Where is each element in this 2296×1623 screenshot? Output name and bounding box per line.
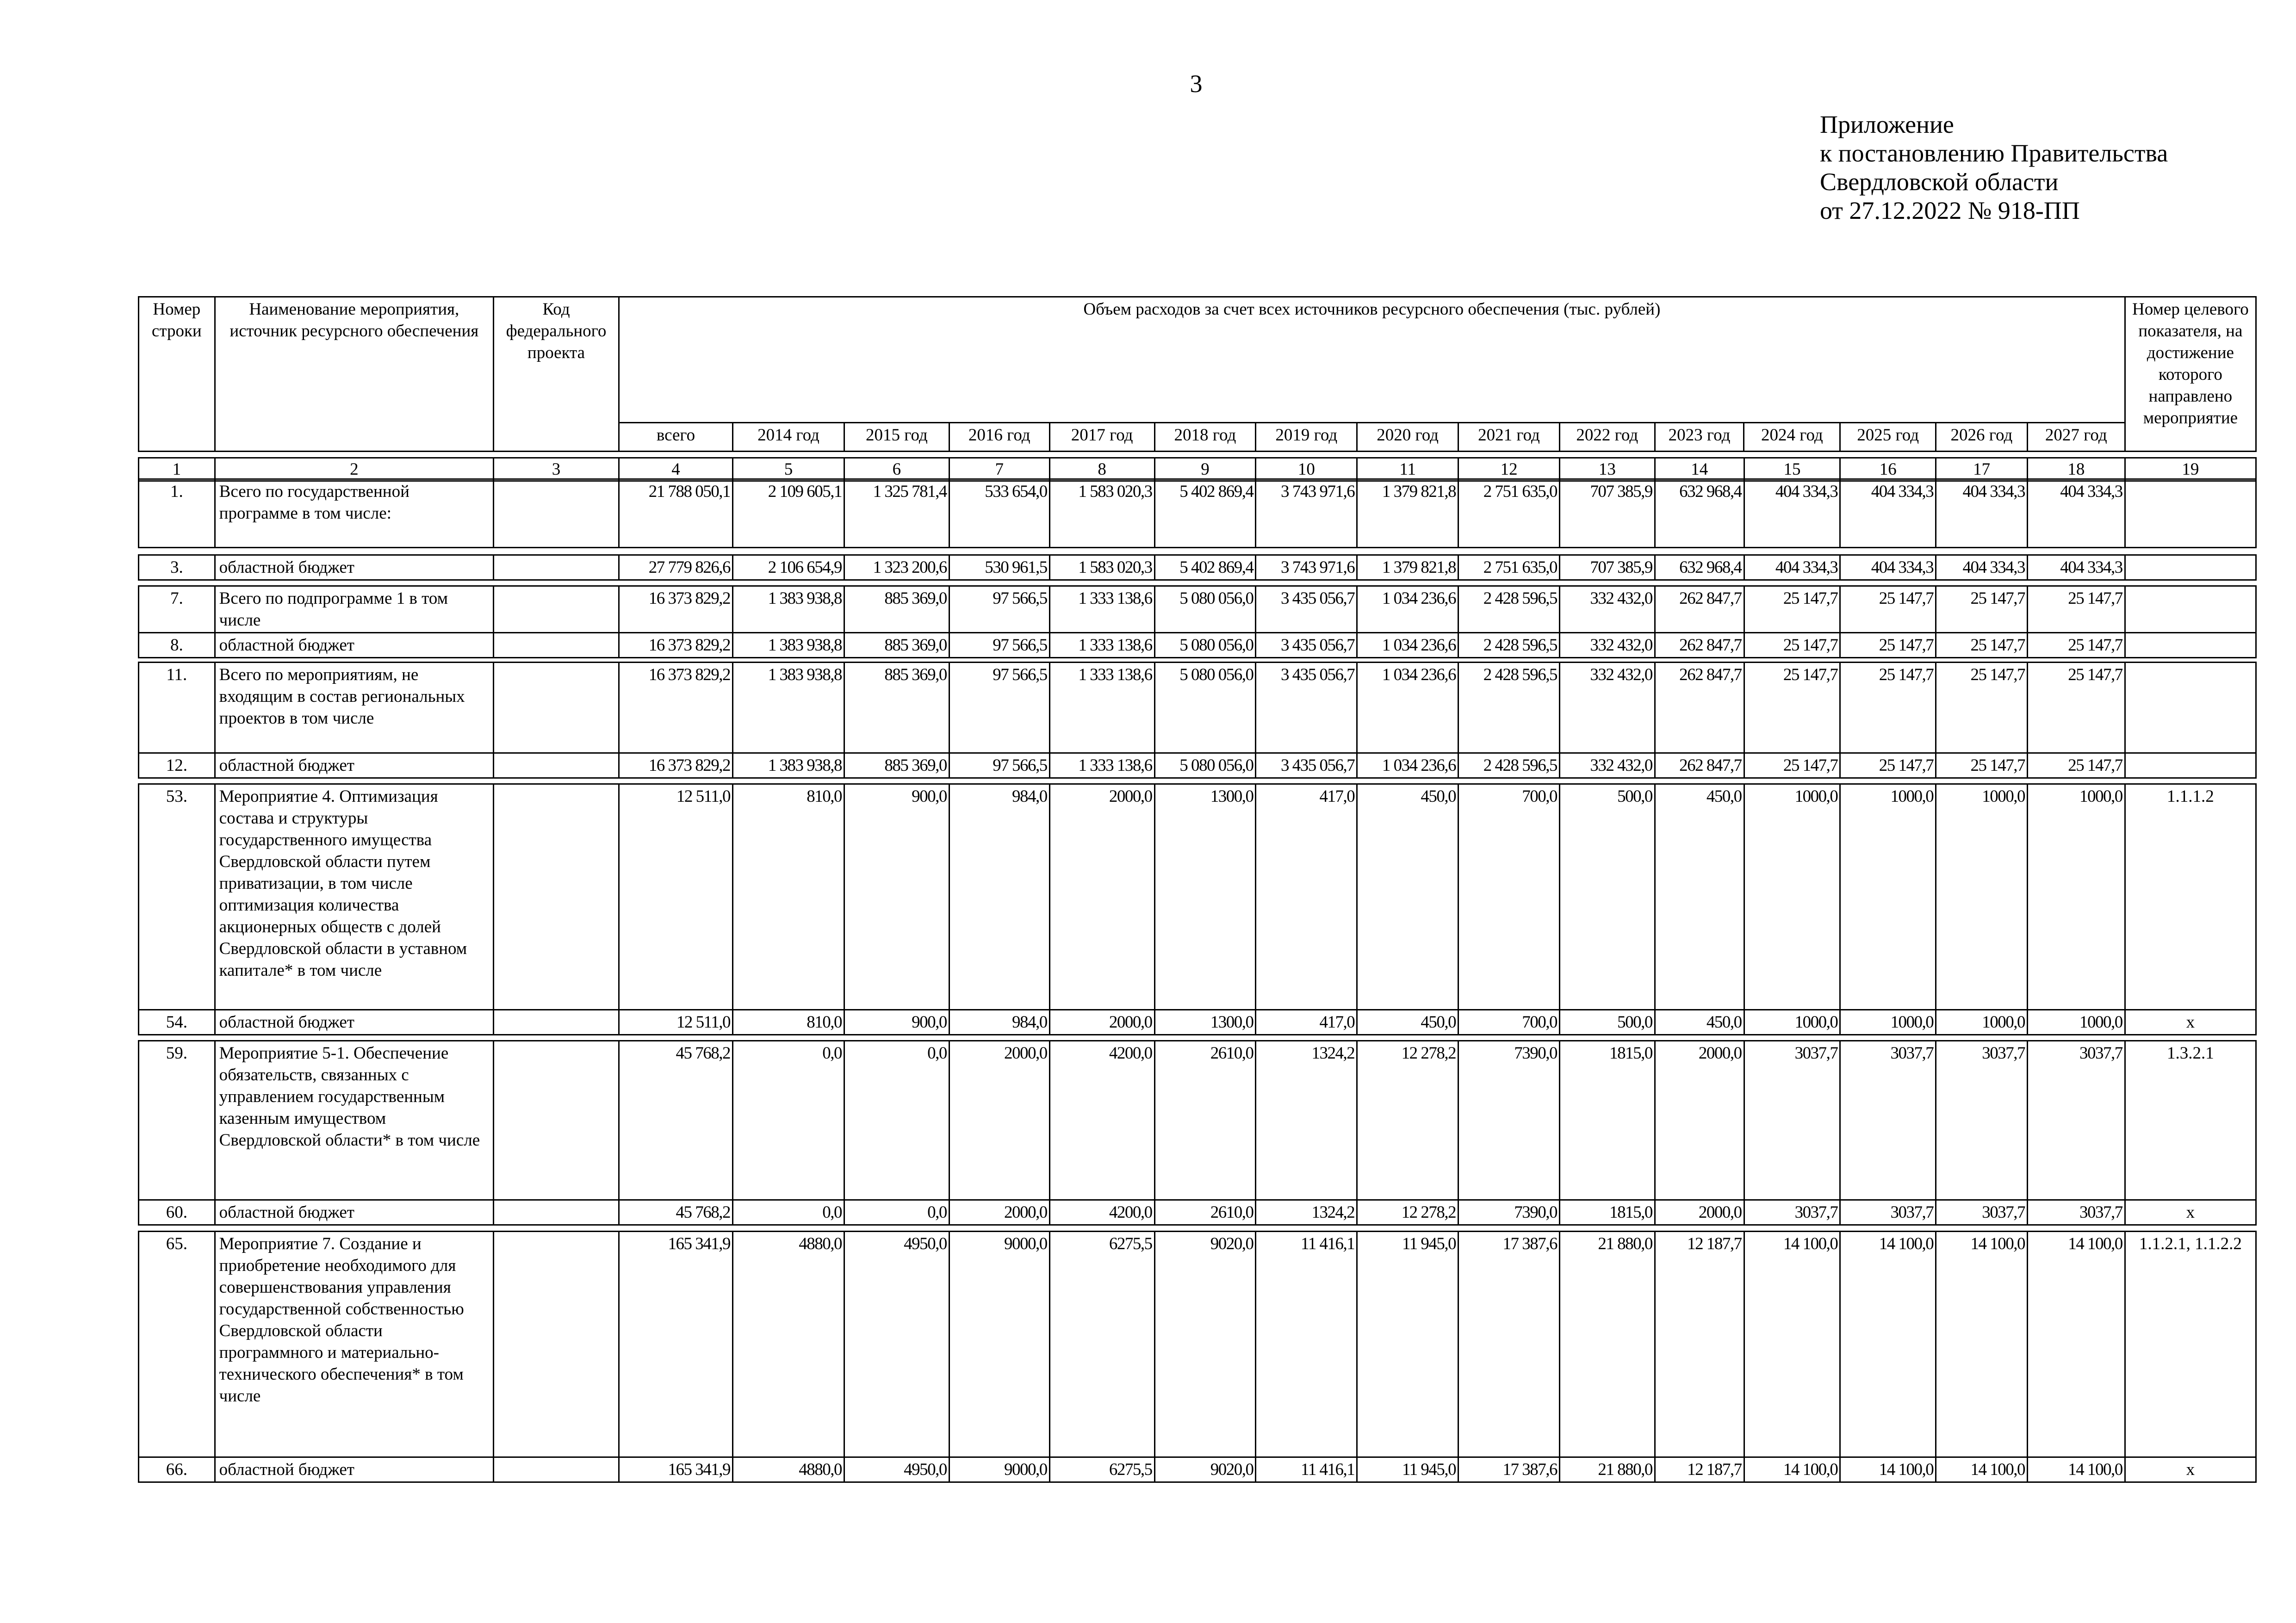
row-year-value: 9020,0: [1154, 1232, 1256, 1457]
row-year-value: 25 147,7: [1744, 753, 1840, 778]
row-year-value: 3037,7: [1936, 1041, 2028, 1200]
row-year-value: 810,0: [733, 1010, 844, 1035]
row-year-value: 1000,0: [1840, 784, 1936, 1010]
row-total-value: 16 373 829,2: [619, 586, 733, 633]
row-year-value: 1 383 938,8: [733, 586, 844, 633]
row-year-value: 450,0: [1357, 1010, 1458, 1035]
table-row: [139, 1457, 2256, 1482]
row-name: Мероприятие 7. Создание и приобретение необходимого для совершенствования управления государственной собственностью Свердловской области программного и материально-технического обеспечения* в том числе: [215, 1232, 493, 1457]
row-year-value: 900,0: [844, 1010, 949, 1035]
row-year-value: 3 743 971,6: [1256, 479, 1357, 548]
row-project-code: [494, 633, 619, 658]
row-year-value: 3037,7: [1936, 1200, 2028, 1225]
row-project-code: [494, 479, 619, 548]
row-year-value: 262 847,7: [1655, 586, 1744, 633]
row-target-indicator: [2125, 753, 2256, 778]
header-year: 2020 год: [1357, 423, 1458, 452]
column-number: 17: [1936, 458, 2028, 481]
appendix-line: к постановлению Правительства: [1820, 139, 2168, 167]
table-row: [139, 479, 2256, 548]
header-volume: Объем расходов за счет всех источников ресурсного обеспечения (тыс. рублей): [619, 297, 2125, 423]
row-target-indicator: [2125, 663, 2256, 753]
row-year-value: 14 100,0: [1840, 1232, 1936, 1457]
header-total: всего: [619, 423, 733, 452]
row-year-value: 2 109 605,1: [733, 479, 844, 548]
row-year-value: 1000,0: [1936, 1010, 2028, 1035]
row-number: 60.: [139, 1200, 215, 1225]
row-year-value: 707 385,9: [1560, 479, 1655, 548]
row-project-code: [494, 586, 619, 633]
row-total-value: 27 779 826,6: [619, 555, 733, 580]
column-number: 18: [2027, 458, 2125, 481]
row-year-value: 404 334,3: [1840, 555, 1936, 580]
appendix-line: Свердловской области: [1820, 168, 2059, 196]
column-number: 10: [1256, 458, 1357, 481]
row-year-value: 1 034 236,6: [1357, 633, 1458, 658]
row-year-value: 11 945,0: [1357, 1457, 1458, 1482]
row-year-value: 417,0: [1256, 784, 1357, 1010]
column-number: 7: [949, 458, 1049, 481]
row-name: областной бюджет: [215, 555, 493, 580]
row-year-value: 3037,7: [1840, 1200, 1936, 1225]
row-year-value: 9000,0: [949, 1457, 1049, 1482]
table-row: [139, 1232, 2256, 1457]
row-year-value: 1324,2: [1256, 1041, 1357, 1200]
page-number: 3: [1190, 70, 1203, 98]
row-year-value: 1 383 938,8: [733, 753, 844, 778]
row-total-value: 16 373 829,2: [619, 663, 733, 753]
row-year-value: 417,0: [1256, 1010, 1357, 1035]
row-year-value: 25 147,7: [1840, 586, 1936, 633]
row-year-value: 3 435 056,7: [1256, 586, 1357, 633]
row-project-code: [494, 753, 619, 778]
row-year-value: 332 432,0: [1560, 753, 1655, 778]
row-year-value: 1 333 138,6: [1049, 663, 1154, 753]
row-year-value: 5 402 869,4: [1154, 555, 1256, 580]
column-number: 14: [1655, 458, 1744, 481]
row-year-value: 2610,0: [1154, 1041, 1256, 1200]
row-year-value: 4880,0: [733, 1232, 844, 1457]
row-year-value: 1300,0: [1154, 784, 1256, 1010]
table-segment: [138, 783, 2257, 1035]
header-year: 2026 год: [1936, 423, 2028, 452]
row-project-code: [494, 1200, 619, 1225]
header-code: Код федерального проекта: [493, 297, 619, 452]
header-year: 2025 год: [1840, 423, 1936, 452]
row-year-value: 404 334,3: [1840, 479, 1936, 548]
row-project-code: [494, 555, 619, 580]
table-segment: [138, 585, 2257, 658]
row-year-value: 5 080 056,0: [1154, 586, 1256, 633]
row-year-value: 1 583 020,3: [1049, 555, 1154, 580]
row-year-value: 12 187,7: [1655, 1232, 1744, 1457]
row-year-value: 3 435 056,7: [1256, 753, 1357, 778]
row-year-value: 6275,5: [1049, 1457, 1154, 1482]
header-year: 2027 год: [2027, 423, 2125, 452]
row-project-code: [494, 784, 619, 1010]
header-year: 2022 год: [1559, 423, 1655, 452]
row-year-value: 3037,7: [2027, 1200, 2125, 1225]
row-year-value: 25 147,7: [2027, 586, 2125, 633]
row-year-value: 1815,0: [1560, 1200, 1655, 1225]
row-target-indicator: x: [2125, 1010, 2256, 1035]
row-year-value: 6275,5: [1049, 1232, 1154, 1457]
row-year-value: 3037,7: [1840, 1041, 1936, 1200]
row-target-indicator: 1.1.1.2: [2125, 784, 2256, 1010]
row-year-value: 450,0: [1655, 1010, 1744, 1035]
row-year-value: 810,0: [733, 784, 844, 1010]
row-year-value: 262 847,7: [1655, 633, 1744, 658]
row-total-value: 16 373 829,2: [619, 753, 733, 778]
row-year-value: 14 100,0: [2027, 1232, 2125, 1457]
row-year-value: 632 968,4: [1655, 479, 1744, 548]
row-project-code: [494, 1041, 619, 1200]
row-year-value: 885 369,0: [844, 663, 949, 753]
row-number: 65.: [139, 1232, 215, 1457]
row-year-value: 14 100,0: [1936, 1232, 2028, 1457]
table-row: [139, 1010, 2256, 1035]
row-total-value: 165 341,9: [619, 1232, 733, 1457]
row-year-value: 14 100,0: [1744, 1232, 1840, 1457]
row-year-value: 885 369,0: [844, 586, 949, 633]
row-year-value: 14 100,0: [1744, 1457, 1840, 1482]
row-target-indicator: 1.3.2.1: [2125, 1041, 2256, 1200]
row-year-value: 3037,7: [1744, 1200, 1840, 1225]
row-year-value: 0,0: [844, 1041, 949, 1200]
row-number: 53.: [139, 784, 215, 1010]
row-total-value: 21 788 050,1: [619, 479, 733, 548]
row-year-value: 1324,2: [1256, 1200, 1357, 1225]
row-year-value: 262 847,7: [1655, 663, 1744, 753]
row-number: 59.: [139, 1041, 215, 1200]
row-year-value: 7390,0: [1458, 1200, 1560, 1225]
row-total-value: 45 768,2: [619, 1041, 733, 1200]
header-year: 2024 год: [1744, 423, 1840, 452]
row-number: 54.: [139, 1010, 215, 1035]
header-name: Наименование мероприятия, источник ресурсного обеспечения: [215, 297, 493, 452]
row-year-value: 3 435 056,7: [1256, 663, 1357, 753]
row-year-value: 12 278,2: [1357, 1041, 1458, 1200]
row-year-value: 12 278,2: [1357, 1200, 1458, 1225]
header-year: 2016 год: [949, 423, 1049, 452]
row-year-value: 2 106 654,9: [733, 555, 844, 580]
row-year-value: 25 147,7: [1744, 663, 1840, 753]
row-year-value: 5 402 869,4: [1154, 479, 1256, 548]
row-year-value: 7390,0: [1458, 1041, 1560, 1200]
row-year-value: 1 034 236,6: [1357, 753, 1458, 778]
row-year-value: 2610,0: [1154, 1200, 1256, 1225]
column-number: 6: [844, 458, 949, 481]
row-year-value: 14 100,0: [1840, 1457, 1936, 1482]
column-number: 5: [733, 458, 844, 481]
row-year-value: 4950,0: [844, 1457, 949, 1482]
row-year-value: 25 147,7: [1936, 753, 2028, 778]
row-total-value: 12 511,0: [619, 1010, 733, 1035]
row-year-value: 14 100,0: [2027, 1457, 2125, 1482]
column-number: 1: [139, 458, 215, 481]
row-name: областной бюджет: [215, 1010, 493, 1035]
row-year-value: 25 147,7: [2027, 633, 2125, 658]
table-row: [139, 586, 2256, 633]
row-year-value: 0,0: [844, 1200, 949, 1225]
row-year-value: 25 147,7: [1744, 633, 1840, 658]
table-header: [138, 296, 2257, 452]
header-year: 2023 год: [1655, 423, 1744, 452]
row-year-value: 25 147,7: [1840, 633, 1936, 658]
column-number: 9: [1154, 458, 1256, 481]
row-name: Всего по мероприятиям, не входящим в состав региональных проектов в том числе: [215, 663, 493, 753]
row-year-value: 5 080 056,0: [1154, 633, 1256, 658]
row-number: 12.: [139, 753, 215, 778]
row-total-value: 165 341,9: [619, 1457, 733, 1482]
row-name: Мероприятие 5-1. Обеспечение обязательств, связанных с управлением государственным казенным имуществом Свердловской области* в том числе: [215, 1041, 493, 1200]
row-year-value: 500,0: [1560, 1010, 1655, 1035]
row-year-value: 25 147,7: [2027, 753, 2125, 778]
row-year-value: 11 945,0: [1357, 1232, 1458, 1457]
row-year-value: 404 334,3: [1936, 555, 2028, 580]
header-year: 2019 год: [1256, 423, 1357, 452]
header-target: Номер целевого показателя, на достижение которого направлено мероприятие: [2125, 297, 2256, 452]
row-year-value: 5 080 056,0: [1154, 753, 1256, 778]
row-number: 11.: [139, 663, 215, 753]
row-name: Всего по государственной программе в том числе:: [215, 479, 493, 548]
row-target-indicator: x: [2125, 1457, 2256, 1482]
row-year-value: 21 880,0: [1560, 1232, 1655, 1457]
row-year-value: 404 334,3: [2027, 555, 2125, 580]
row-total-value: 16 373 829,2: [619, 633, 733, 658]
table-row: [139, 753, 2256, 778]
row-year-value: 97 566,5: [949, 753, 1049, 778]
table-segment: [138, 662, 2257, 779]
row-year-value: 9000,0: [949, 1232, 1049, 1457]
row-year-value: 404 334,3: [1936, 479, 2028, 548]
header-year: 2017 год: [1049, 423, 1154, 452]
row-year-value: 1 333 138,6: [1049, 633, 1154, 658]
row-year-value: 2000,0: [1049, 1010, 1154, 1035]
row-year-value: 3037,7: [1744, 1041, 1840, 1200]
row-year-value: 25 147,7: [1744, 586, 1840, 633]
header-year: 2021 год: [1458, 423, 1560, 452]
row-year-value: 1 325 781,4: [844, 479, 949, 548]
row-year-value: 4200,0: [1049, 1200, 1154, 1225]
row-year-value: 4880,0: [733, 1457, 844, 1482]
header-year: 2018 год: [1154, 423, 1256, 452]
row-name: областной бюджет: [215, 633, 493, 658]
row-year-value: 332 432,0: [1560, 663, 1655, 753]
row-target-indicator: [2125, 586, 2256, 633]
row-project-code: [494, 663, 619, 753]
row-year-value: 2000,0: [949, 1041, 1049, 1200]
table-row: [139, 1200, 2256, 1225]
column-number: 4: [619, 458, 733, 481]
table-row: [139, 633, 2256, 658]
row-year-value: 4950,0: [844, 1232, 949, 1457]
row-year-value: 262 847,7: [1655, 753, 1744, 778]
row-year-value: 1000,0: [1744, 784, 1840, 1010]
column-number: 19: [2125, 458, 2256, 481]
row-year-value: 2000,0: [1049, 784, 1154, 1010]
row-target-indicator: x: [2125, 1200, 2256, 1225]
row-year-value: 97 566,5: [949, 633, 1049, 658]
row-total-value: 12 511,0: [619, 784, 733, 1010]
row-year-value: 332 432,0: [1560, 633, 1655, 658]
row-year-value: 1000,0: [2027, 784, 2125, 1010]
row-year-value: 17 387,6: [1458, 1232, 1560, 1457]
table-row: [139, 663, 2256, 753]
row-year-value: 450,0: [1357, 784, 1458, 1010]
row-year-value: 25 147,7: [1936, 586, 2028, 633]
row-year-value: 1300,0: [1154, 1010, 1256, 1035]
column-number: 12: [1458, 458, 1560, 481]
row-project-code: [494, 1457, 619, 1482]
row-year-value: 1 333 138,6: [1049, 753, 1154, 778]
row-year-value: 2000,0: [1655, 1200, 1744, 1225]
row-year-value: 12 187,7: [1655, 1457, 1744, 1482]
row-total-value: 45 768,2: [619, 1200, 733, 1225]
row-year-value: 97 566,5: [949, 663, 1049, 753]
row-year-value: 332 432,0: [1560, 586, 1655, 633]
row-number: 7.: [139, 586, 215, 633]
row-year-value: 707 385,9: [1560, 555, 1655, 580]
row-year-value: 1 383 938,8: [733, 633, 844, 658]
row-year-value: 97 566,5: [949, 586, 1049, 633]
row-year-value: 25 147,7: [1840, 663, 1936, 753]
row-year-value: 1 323 200,6: [844, 555, 949, 580]
row-year-value: 1000,0: [1840, 1010, 1936, 1035]
row-year-value: 2 428 596,5: [1458, 633, 1560, 658]
row-year-value: 1 583 020,3: [1049, 479, 1154, 548]
row-number: 1.: [139, 479, 215, 548]
row-year-value: 1000,0: [1936, 784, 2028, 1010]
row-year-value: 404 334,3: [1744, 555, 1840, 580]
table-row: [139, 1041, 2256, 1200]
column-number: 13: [1560, 458, 1655, 481]
row-number: 3.: [139, 555, 215, 580]
row-target-indicator: [2125, 555, 2256, 580]
row-year-value: 3037,7: [2027, 1041, 2125, 1200]
row-year-value: 2 751 635,0: [1458, 555, 1560, 580]
row-year-value: 4200,0: [1049, 1041, 1154, 1200]
row-number: 8.: [139, 633, 215, 658]
row-year-value: 25 147,7: [1936, 633, 2028, 658]
column-number: 8: [1049, 458, 1154, 481]
row-year-value: 14 100,0: [1936, 1457, 2028, 1482]
row-year-value: 2 428 596,5: [1458, 663, 1560, 753]
row-year-value: 3 435 056,7: [1256, 633, 1357, 658]
header-number: Номер строки: [139, 297, 215, 452]
row-year-value: 450,0: [1655, 784, 1744, 1010]
column-number: 11: [1357, 458, 1458, 481]
row-year-value: 9020,0: [1154, 1457, 1256, 1482]
row-name: областной бюджет: [215, 753, 493, 778]
row-name: областной бюджет: [215, 1200, 493, 1225]
column-number: 16: [1840, 458, 1936, 481]
row-year-value: 2000,0: [949, 1200, 1049, 1225]
row-project-code: [494, 1010, 619, 1035]
row-year-value: 885 369,0: [844, 753, 949, 778]
row-project-code: [494, 1232, 619, 1457]
row-target-indicator: [2125, 633, 2256, 658]
row-year-value: 700,0: [1458, 1010, 1560, 1035]
row-year-value: 1 034 236,6: [1357, 586, 1458, 633]
row-year-value: 2 428 596,5: [1458, 586, 1560, 633]
header-year: 2015 год: [844, 423, 949, 452]
row-year-value: 1000,0: [1744, 1010, 1840, 1035]
row-target-indicator: [2125, 479, 2256, 548]
row-year-value: 530 961,5: [949, 555, 1049, 580]
row-year-value: 0,0: [733, 1041, 844, 1200]
appendix-line: Приложение: [1820, 111, 1954, 138]
row-name: областной бюджет: [215, 1457, 493, 1482]
row-year-value: 0,0: [733, 1200, 844, 1225]
row-year-value: 404 334,3: [1744, 479, 1840, 548]
header-year: 2014 год: [732, 423, 844, 452]
row-year-value: 1 034 236,6: [1357, 663, 1458, 753]
row-year-value: 1 379 821,8: [1357, 479, 1458, 548]
row-year-value: 21 880,0: [1560, 1457, 1655, 1482]
column-number: 2: [215, 458, 493, 481]
row-year-value: 25 147,7: [2027, 663, 2125, 753]
row-year-value: 11 416,1: [1256, 1457, 1357, 1482]
row-target-indicator: 1.1.2.1, 1.1.2.2: [2125, 1232, 2256, 1457]
row-year-value: 700,0: [1458, 784, 1560, 1010]
row-name: Мероприятие 4. Оптимизация состава и структуры государственного имущества Свердловской области путем приватизации, в том числе оптимизация количества акционерных обществ с долей Свердловской области в уставном капитале* в том числе: [215, 784, 493, 1010]
appendix-block: [1820, 110, 2168, 225]
column-number: 15: [1744, 458, 1840, 481]
column-number-row: [139, 458, 2256, 481]
row-year-value: 17 387,6: [1458, 1457, 1560, 1482]
table-segment: [138, 554, 2257, 581]
row-year-value: 2 428 596,5: [1458, 753, 1560, 778]
row-year-value: 632 968,4: [1655, 555, 1744, 580]
row-year-value: 1 383 938,8: [733, 663, 844, 753]
row-year-value: 1 333 138,6: [1049, 586, 1154, 633]
row-year-value: 25 147,7: [1936, 663, 2028, 753]
row-name: Всего по подпрограмме 1 в том числе: [215, 586, 493, 633]
row-year-value: 2 751 635,0: [1458, 479, 1560, 548]
table-segment: [138, 1231, 2257, 1483]
row-year-value: 1 379 821,8: [1357, 555, 1458, 580]
row-year-value: 404 334,3: [2027, 479, 2125, 548]
table-segment: [138, 478, 2257, 548]
row-year-value: 500,0: [1560, 784, 1655, 1010]
row-year-value: 25 147,7: [1840, 753, 1936, 778]
table-segment: [138, 1040, 2257, 1226]
row-year-value: 885 369,0: [844, 633, 949, 658]
row-year-value: 2000,0: [1655, 1041, 1744, 1200]
column-number: 3: [494, 458, 619, 481]
row-year-value: 533 654,0: [949, 479, 1049, 548]
row-year-value: 984,0: [949, 1010, 1049, 1035]
row-year-value: 3 743 971,6: [1256, 555, 1357, 580]
table-row: [139, 555, 2256, 580]
appendix-line: от 27.12.2022 № 918-ПП: [1820, 197, 2080, 224]
row-year-value: 11 416,1: [1256, 1232, 1357, 1457]
row-year-value: 1815,0: [1560, 1041, 1655, 1200]
row-year-value: 5 080 056,0: [1154, 663, 1256, 753]
row-year-value: 984,0: [949, 784, 1049, 1010]
row-number: 66.: [139, 1457, 215, 1482]
row-year-value: 1000,0: [2027, 1010, 2125, 1035]
table-row: [139, 784, 2256, 1010]
row-year-value: 900,0: [844, 784, 949, 1010]
